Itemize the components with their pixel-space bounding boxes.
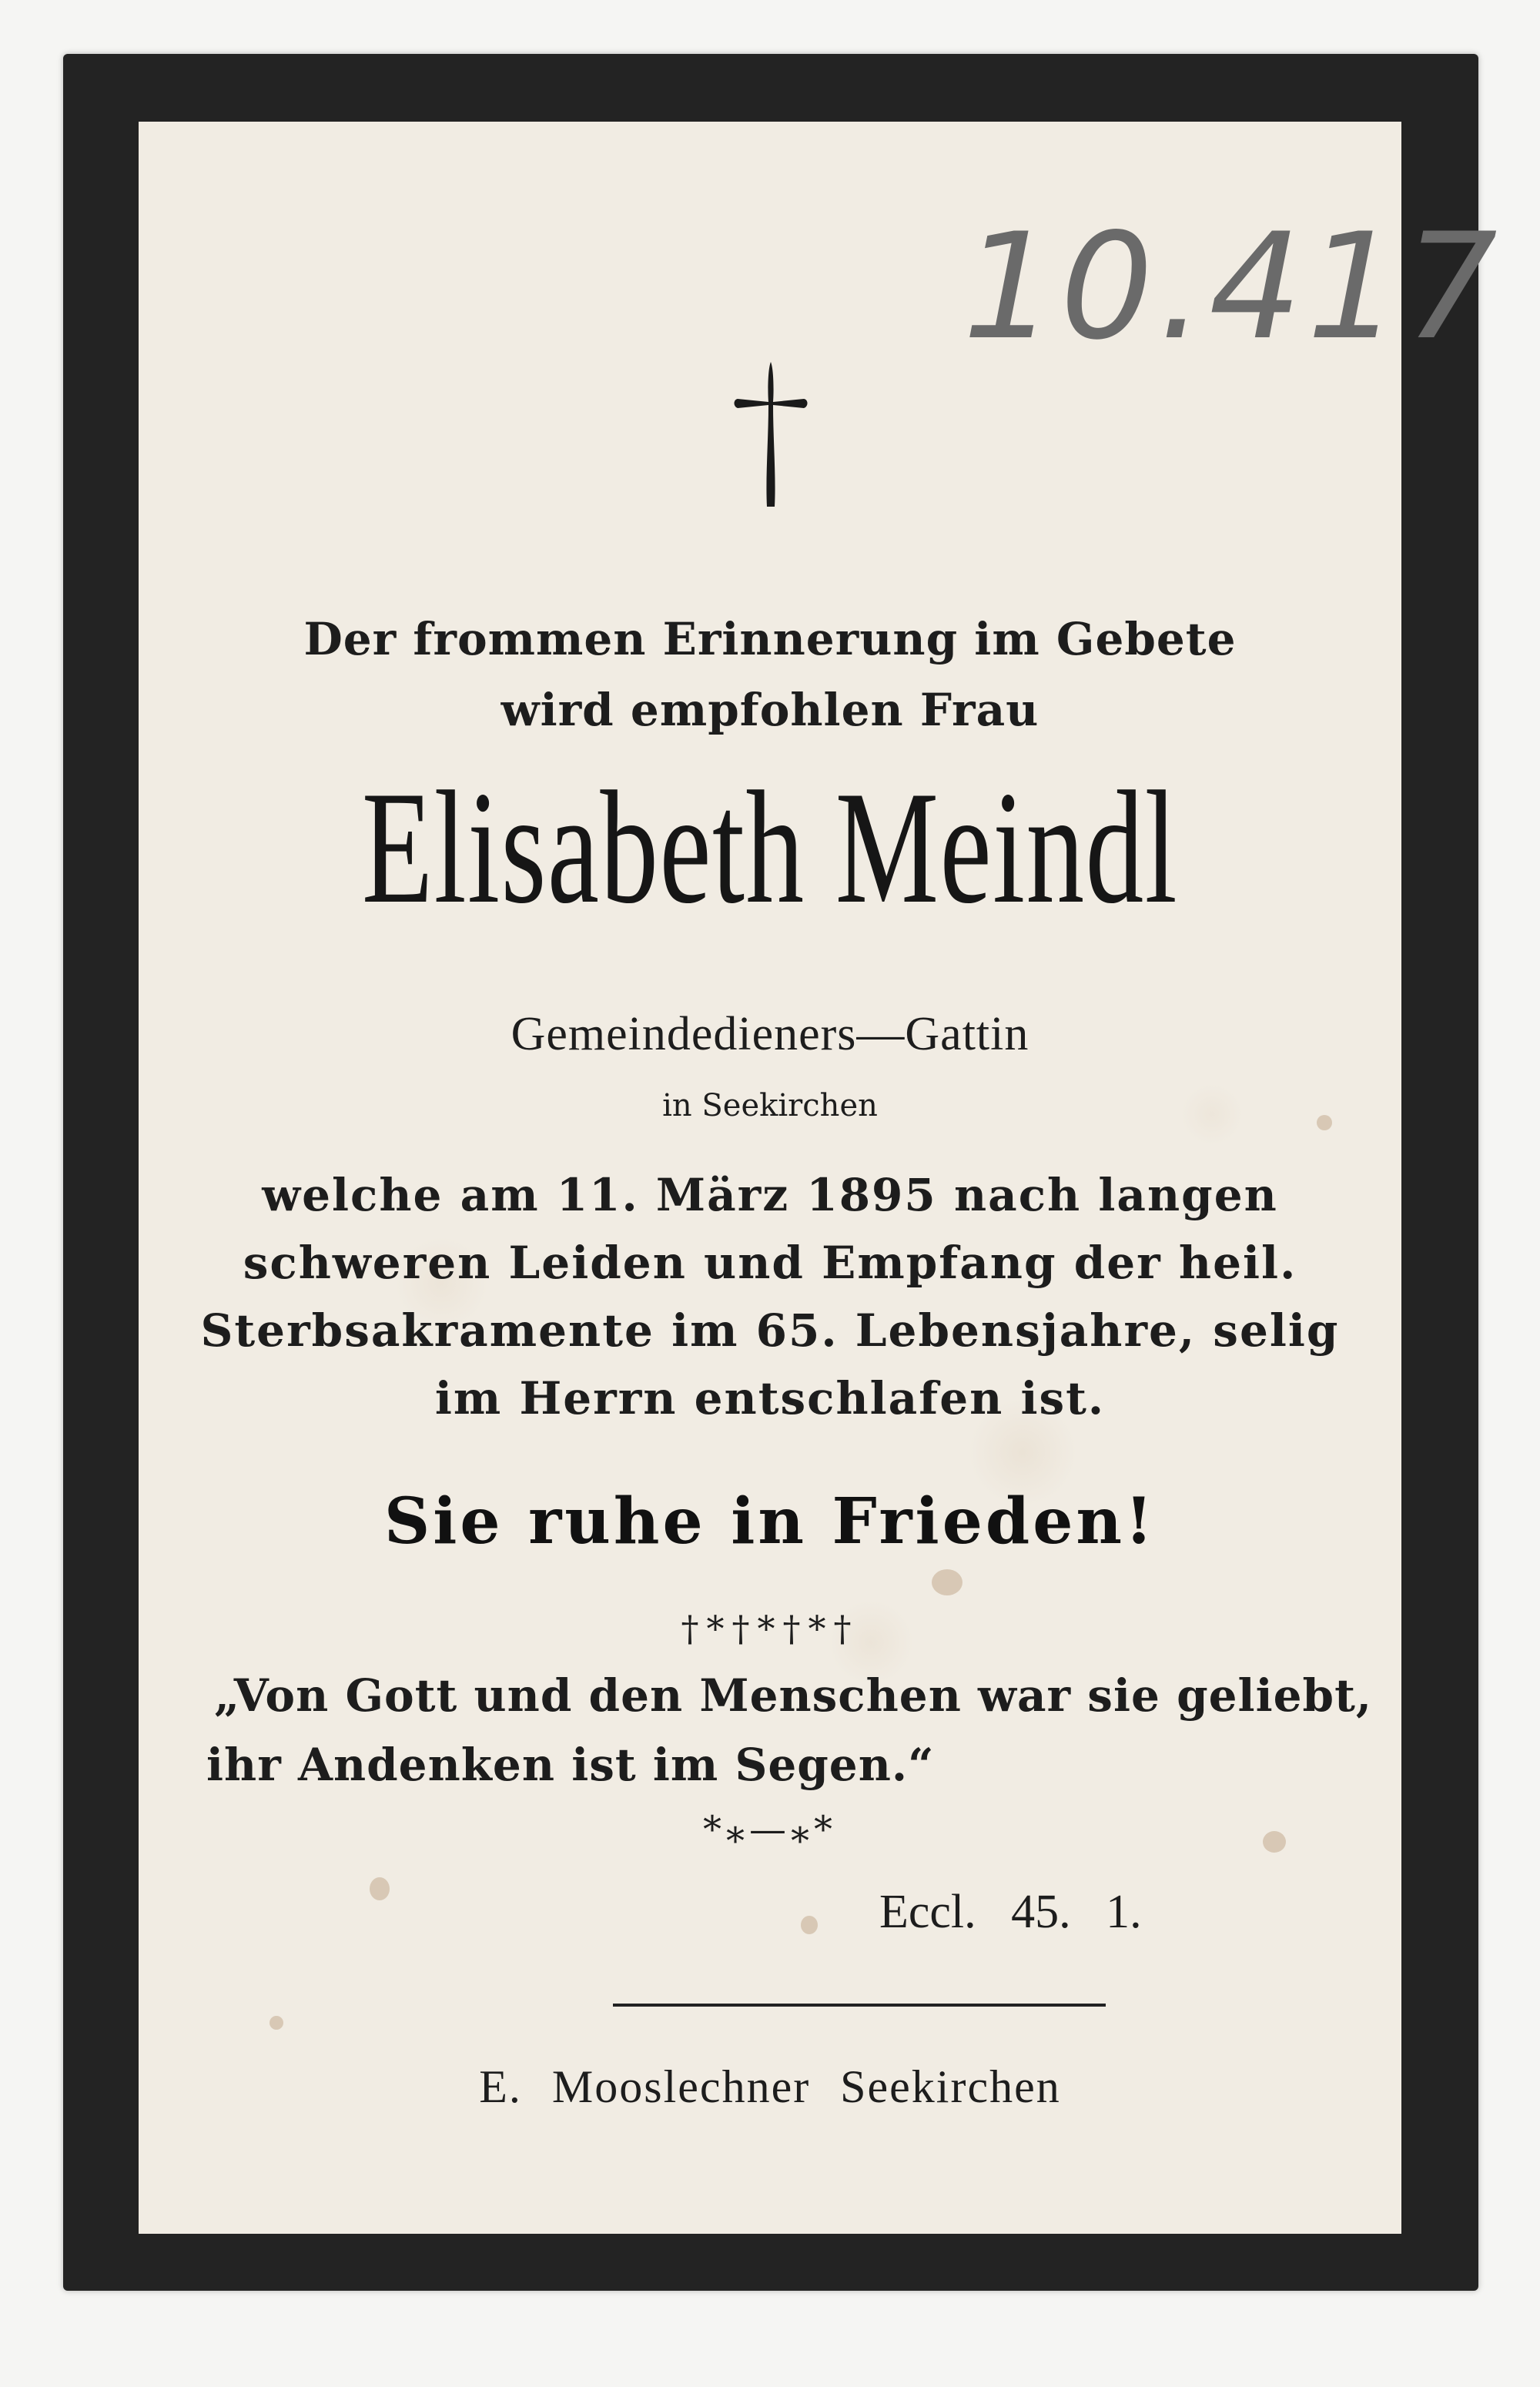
quote-line-2: ihr Andenken ist im Segen.“: [206, 1739, 935, 1791]
body-line-1: welche am 11. März 1895 nach langen: [262, 1169, 1278, 1221]
stain: [801, 1916, 818, 1934]
quote-line-1: „Von Gott und den Menschen war sie geliebt,: [213, 1669, 1373, 1722]
ornament-stars: *⁎—⁎*: [703, 1808, 837, 1851]
cross-icon: [733, 362, 808, 508]
intro-line-1: Der frommen Erinnerung im Gebete: [303, 613, 1237, 665]
rest-in-peace: Sie ruhe in Frieden!: [384, 1485, 1156, 1558]
card-paper: [139, 122, 1502, 2234]
stain: [1263, 1831, 1286, 1853]
ornament-crosses: †*†*†*†: [681, 1608, 859, 1649]
memorial-card: [63, 54, 1502, 2291]
body-line-2: schweren Leiden und Empfang der heil.: [243, 1237, 1297, 1289]
intro-line-2: wird empfohlen Frau: [500, 684, 1040, 736]
deceased-name: Elisabeth Meindl: [361, 758, 1179, 937]
body-line-3: Sterbsakramente im 65. Lebensjahre, selig: [200, 1304, 1340, 1357]
handwritten-number-text: 10.417: [962, 202, 1502, 372]
handwritten-number: [947, 199, 1502, 391]
stain: [370, 1877, 390, 1900]
scripture-reference: Eccl. 45. 1.: [879, 1886, 1142, 1938]
occupation: Gemeindedieners—Gattin: [511, 1008, 1029, 1060]
stain: [1317, 1115, 1332, 1130]
printer-imprint: E. Mooslechner Seekirchen: [479, 2061, 1061, 2112]
divider: [613, 2004, 1106, 2007]
stain: [270, 2016, 283, 2030]
place: in Seekirchen: [662, 1088, 878, 1123]
stain: [932, 1569, 962, 1595]
body-line-4: im Herrn entschlafen ist.: [434, 1372, 1106, 1424]
